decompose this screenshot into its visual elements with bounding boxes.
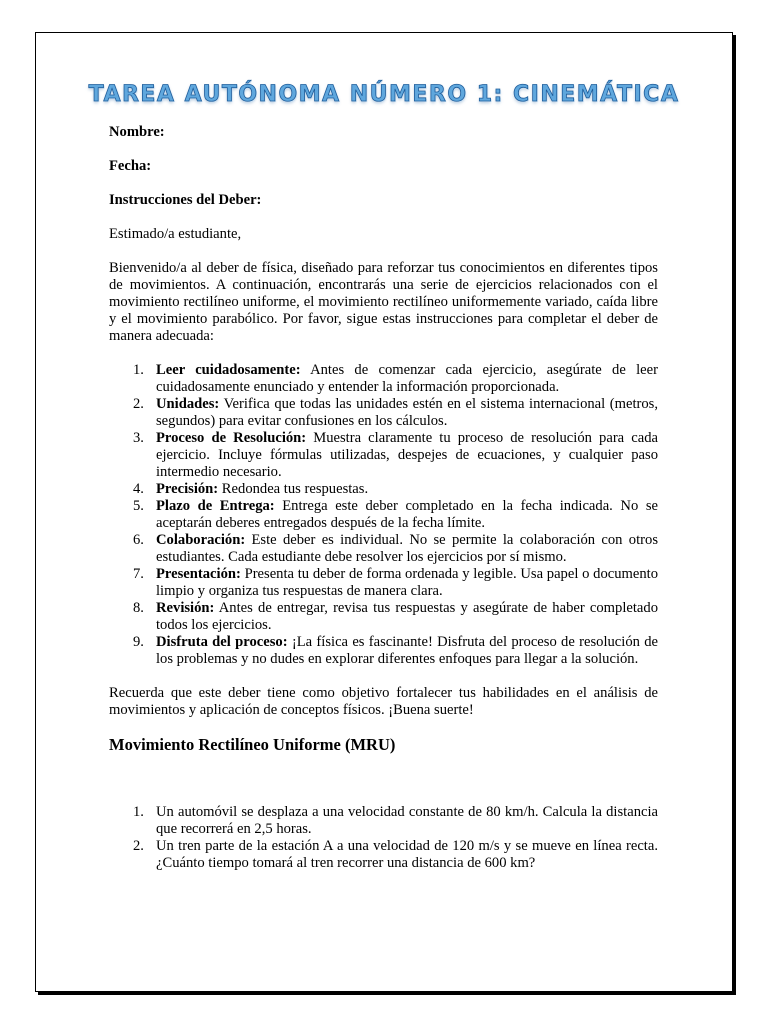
list-item: 3. Proceso de Resolución: Muestra claramente tu proceso de resolución para cada ejercicio. Incluye fórmulas utilizadas, despejes de ecuaciones, y cualquier paso intermedio necesario. xyxy=(133,430,658,480)
list-item: 4. Precisión: Redondea tus respuestas. xyxy=(133,481,369,497)
closing-paragraph: Recuerda que este deber tiene como objetivo fortalecer tus habilidades en el análisis de movimientos y aplicación de conceptos físicos. ¡Buena suerte! xyxy=(109,685,658,718)
list-item: 6. Colaboración: Este deber es individual. No se permite la colaboración con otros estudiantes. Cada estudiante debe resolver los ejercicios por sí mismo. xyxy=(133,532,658,565)
list-item: 1. Leer cuidadosamente: Antes de comenzar cada ejercicio, asegúrate de leer cuidadosamente enunciado y entender la información proporcionada. xyxy=(133,362,658,395)
intro-paragraph: Bienvenido/a al deber de física, diseñado para reforzar tus conocimientos en diferentes tipos de movimientos. A continuación, encontrarás una serie de ejercicios relacionados con el movimiento rectilíneo uniforme, el movimiento rectilíneo uniformemente variado, caída libre y el movimiento parabólico. Por favor, sigue estas instrucciones para completar el deber de manera adecuada: xyxy=(109,260,658,344)
greeting: Estimado/a estudiante, xyxy=(109,226,242,242)
list-item: 8. Revisión: Antes de entregar, revisa tus respuestas y asegúrate de haber completado todos los ejercicios. xyxy=(133,600,658,633)
list-item: 2. Unidades: Verifica que todas las unidades estén en el sistema internacional (metros, segundos) para evitar confusiones en los cálculos. xyxy=(133,396,658,429)
exercise-item: 2. Un tren parte de la estación A a una velocidad de 120 m/s y se mueve en línea recta. ¿Cuánto tiempo tomará al tren recorrer una distancia de 600 km? xyxy=(133,838,658,871)
list-item: 9. Disfruta del proceso: ¡La física es fascinante! Disfruta del proceso de resolución de los problemas y no dudes en explorar diferentes enfoques para llegar a la solución. xyxy=(133,634,658,667)
page-border-shadow-bottom xyxy=(38,992,736,995)
instructions-list xyxy=(109,362,658,668)
exercise-item: 1. Un automóvil se desplaza a una velocidad constante de 80 km/h. Calcula la distancia que recorrerá en 2,5 horas. xyxy=(133,804,658,837)
page-border-shadow-right xyxy=(733,35,736,995)
instructions-heading: Instrucciones del Deber: xyxy=(109,192,262,208)
document-title: TAREA AUTÓNOMA NÚMERO 1: CINEMÁTICA xyxy=(88,82,680,107)
section-title-mru: Movimiento Rectilíneo Uniforme (MRU) xyxy=(109,735,396,754)
document-body xyxy=(109,124,658,872)
list-item: 5. Plazo de Entrega: Entrega este deber completado en la fecha indicada. No se aceptarán deberes entregados después de la fecha límite. xyxy=(133,498,658,531)
exercise-list xyxy=(109,804,658,872)
nombre-field: Nombre: xyxy=(109,124,165,140)
fecha-field: Fecha: xyxy=(109,158,152,174)
list-item: 7. Presentación: Presenta tu deber de forma ordenada y legible. Usa papel o documento limpio y organiza tus respuestas de manera clara. xyxy=(133,566,658,599)
